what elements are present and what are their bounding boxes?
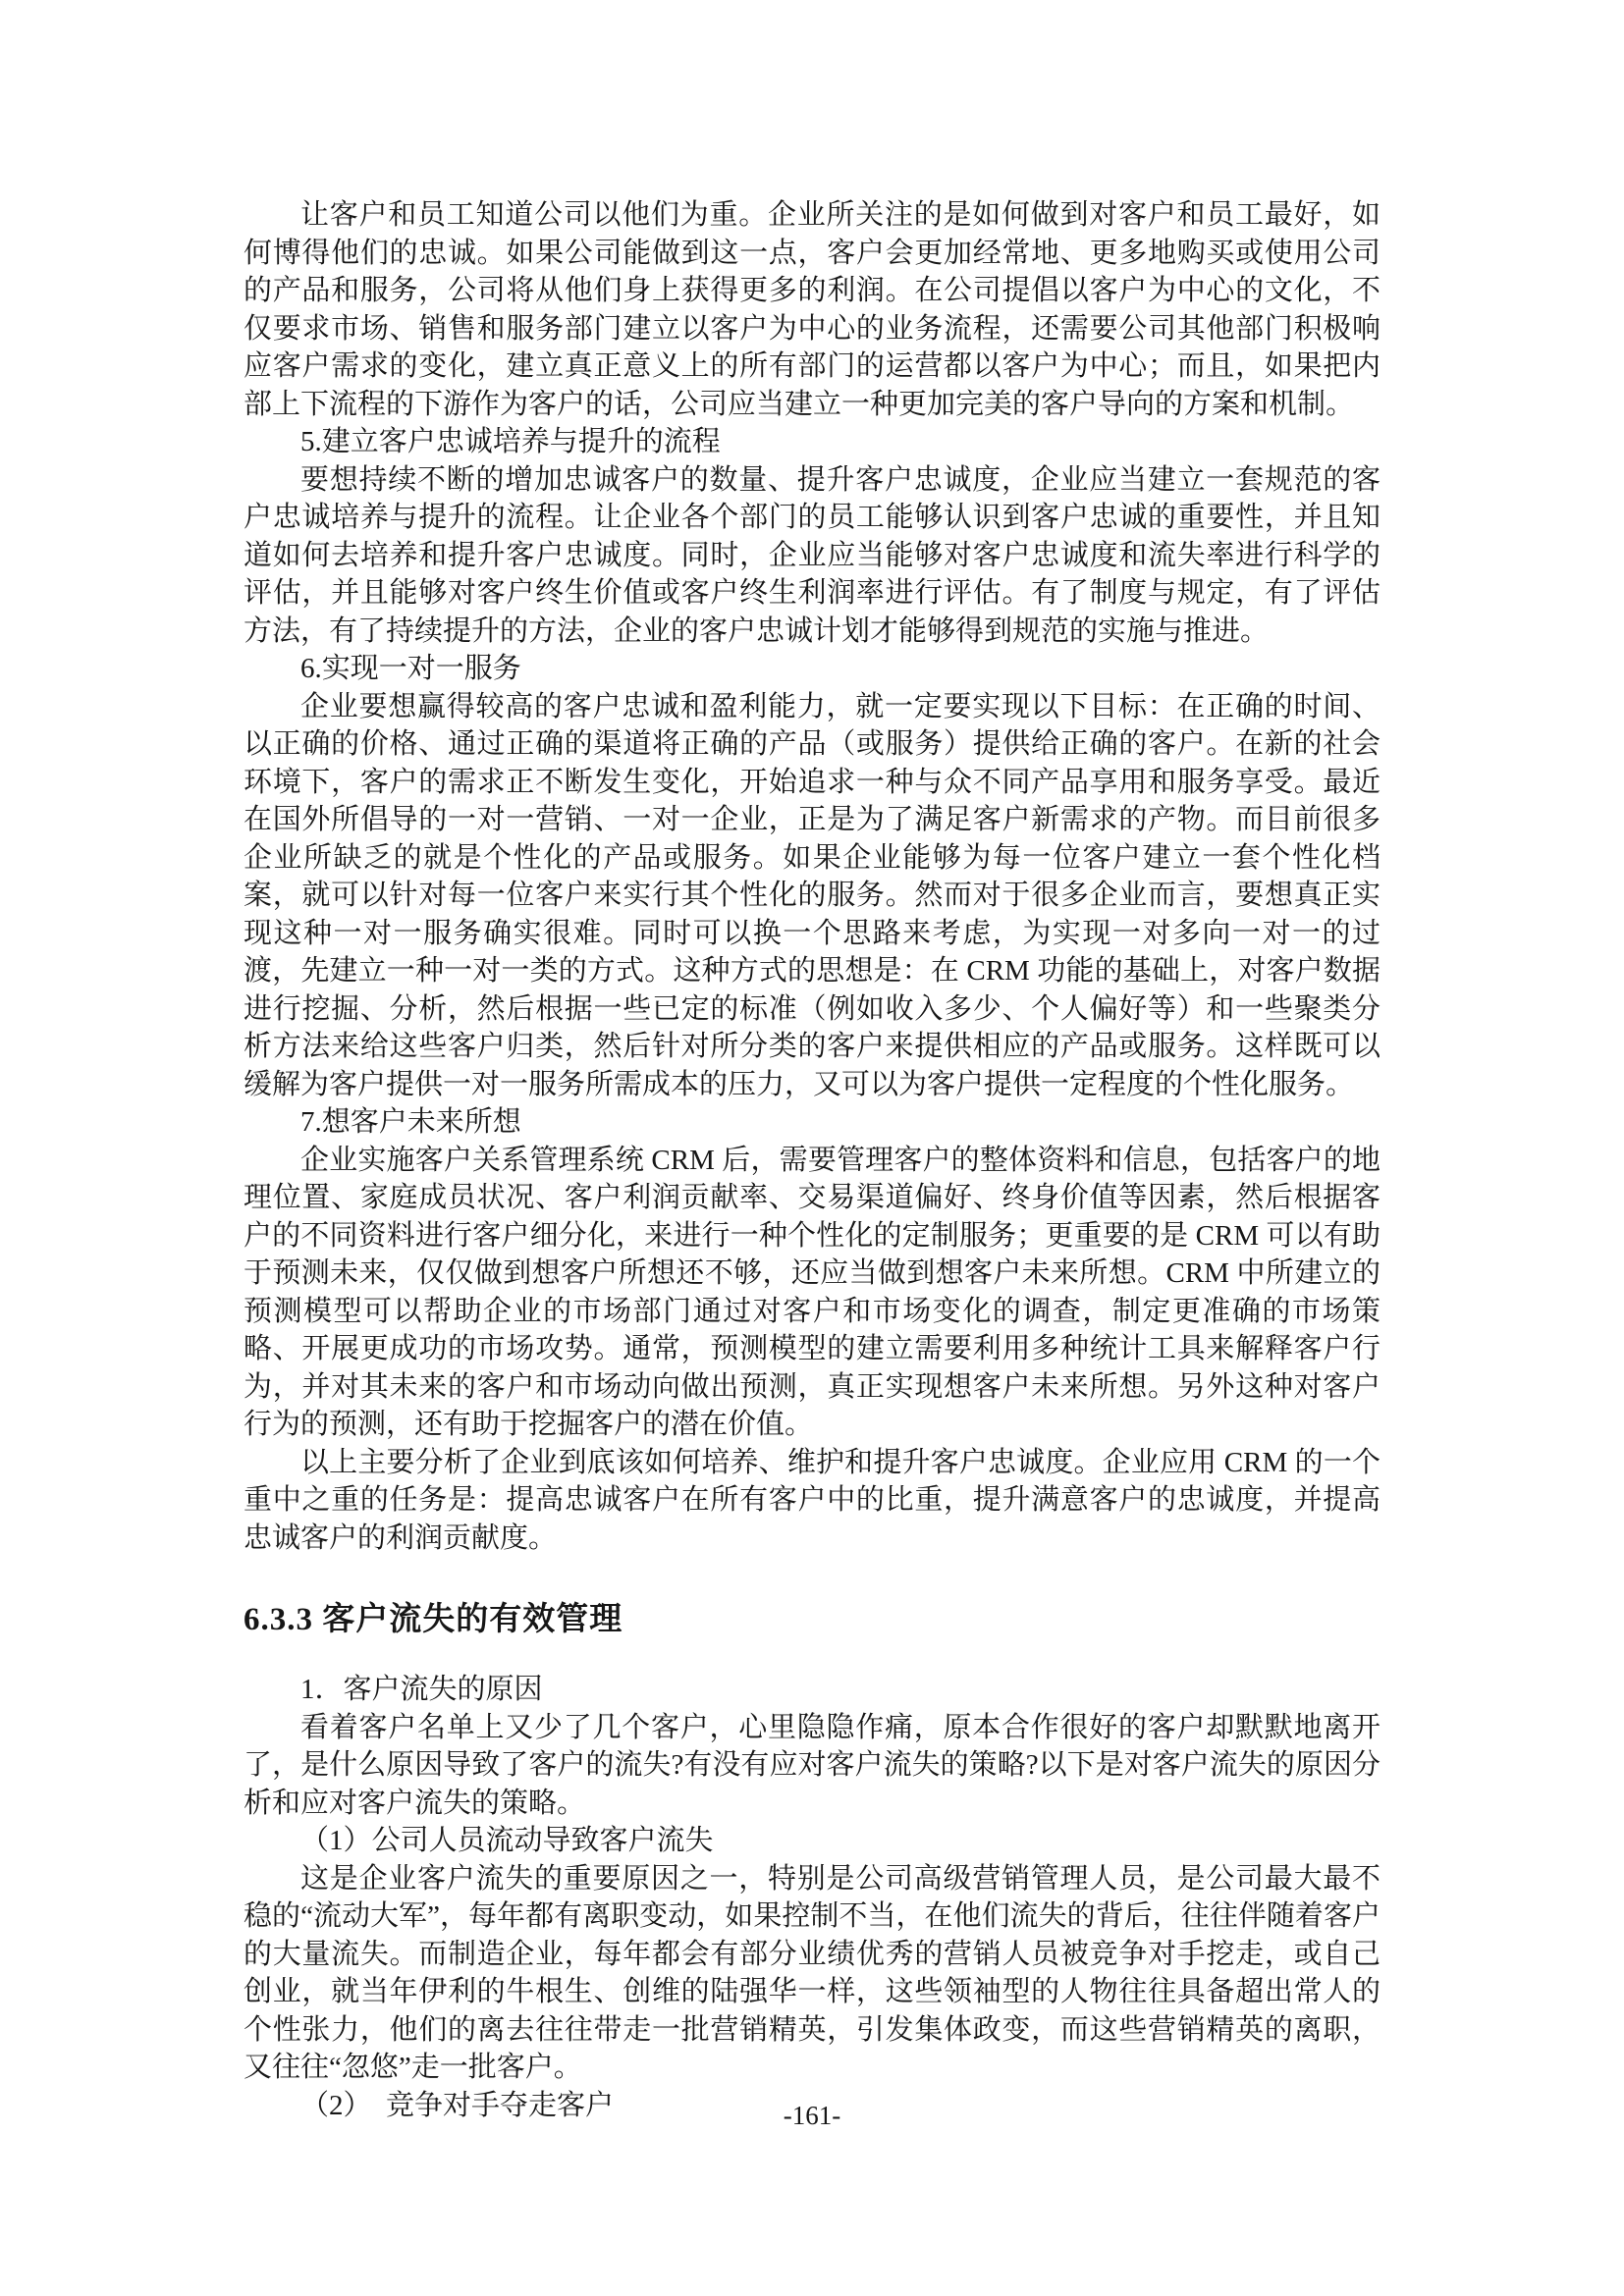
numbered-subheading-5: 5.建立客户忠诚培养与提升的流程 bbox=[300, 426, 721, 457]
body-paragraph: 看着客户名单上又少了几个客户，心里隐隐作痛，原本合作很好的客户却默默地离开了，是什么原因导致了客户的流失?有没有应对客户流失的策略?以下是对客户流失的原因分析和应对客户流失的策略。 bbox=[244, 1711, 1380, 1819]
list-item-heading-1: （1）公司人员流动导致客户流失 bbox=[300, 1825, 714, 1856]
numbered-subheading-6: 6.实现一对一服务 bbox=[300, 653, 521, 684]
body-paragraph: 企业实施客户关系管理系统 CRM 后，需要管理客户的整体资料和信息，包括客户的地理位置、家庭成员状况、客户利润贡献率、交易渠道偏好、终身价值等因素，然后根据客户的不同资料进行客户细分化，来进行一种个性化的定制服务；更重要的是 CRM 可以有助于预测未来，仅仅做到想客户所想还不够，还应当做到想客户未来所想。CRM 中所建立的预测模型可以帮助企业的市场部门通过对客户和市场变化的调查，制定更准确的市场策略、开展更成功的市场攻势。通常，预测模型的建立需要利用多种统计工具来解释客户行为，并对其未来的客户和市场动向做出预测，真正实现想客户未来所想。另外这种对客户行为的预测，还有助于挖掘客户的潜在价值。 bbox=[244, 1144, 1380, 1440]
body-paragraph: 以上主要分析了企业到底该如何培养、维护和提升客户忠诚度。企业应用 CRM 的一个重中之重的任务是：提高忠诚客户在所有客户中的比重，提升满意客户的忠诚度，并提高忠诚客户的利润贡献度。 bbox=[244, 1446, 1380, 1554]
numbered-subheading-7: 7.想客户未来所想 bbox=[300, 1106, 521, 1138]
text-column bbox=[244, 196, 1380, 2124]
numbered-subheading-1: 1．客户流失的原因 bbox=[300, 1674, 543, 1705]
page-number: -161- bbox=[783, 2101, 841, 2130]
section-heading-6-3-3: 6.3.3 客户流失的有效管理 bbox=[244, 1602, 623, 1637]
body-paragraph: 要想持续不断的增加忠诚客户的数量、提升客户忠诚度，企业应当建立一套规范的客户忠诚培养与提升的流程。让企业各个部门的员工能够认识到客户忠诚的重要性，并且知道如何去培养和提升客户忠诚度。同时，企业应当能够对客户忠诚度和流失率进行科学的评估，并且能够对客户终生价值或客户终生利润率进行评估。有了制度与规定，有了评估方法，有了持续提升的方法，企业的客户忠诚计划才能够得到规范的实施与推进。 bbox=[244, 463, 1380, 647]
body-paragraph: 企业要想赢得较高的客户忠诚和盈利能力，就一定要实现以下目标：在正确的时间、以正确的价格、通过正确的渠道将正确的产品（或服务）提供给正确的客户。在新的社会环境下，客户的需求正不断发生变化，开始追求一种与众不同产品享用和服务享受。最近在国外所倡导的一对一营销、一对一企业，正是为了满足客户新需求的产物。而目前很多企业所缺乏的就是个性化的产品或服务。如果企业能够为每一位客户建立一套个性化档案，就可以针对每一位客户来实行其个性化的服务。然而对于很多企业而言，要想真正实现这种一对一服务确实很难。同时可以换一个思路来考虑，为实现一对多向一对一的过渡，先建立一种一对一类的方式。这种方式的思想是：在 CRM 功能的基础上，对客户数据进行挖掘、分析，然后根据一些已定的标准（例如收入多少、个人偏好等）和一些聚类分析方法来给这些客户归类，然后针对所分类的客户来提供相应的产品或服务。这样既可以缓解为客户提供一对一服务所需成本的压力，又可以为客户提供一定程度的个性化服务。 bbox=[244, 690, 1380, 1100]
list-item-heading-2: （2） 竞争对手夺走客户 bbox=[300, 2089, 615, 2121]
body-paragraph: 这是企业客户流失的重要原因之一，特别是公司高级营销管理人员，是公司最大最不稳的“流动大军”，每年都有离职变动，如果控制不当，在他们流失的背后，往往伴随着客户的大量流失。而制造企业，每年都会有部分业绩优秀的营销人员被竞争对手挖走，或自己创业，就当年伊利的牛根生、创维的陆强华一样，这些领袖型的人物往往具备超出常人的个性张力，他们的离去往往带走一批营销精英，引发集体政变，而这些营销精英的离职，又往往“忽悠”走一批客户。 bbox=[244, 1862, 1380, 2083]
body-paragraph: 让客户和员工知道公司以他们为重。企业所关注的是如何做到对客户和员工最好，如何博得他们的忠诚。如果公司能做到这一点，客户会更加经常地、更多地购买或使用公司的产品和服务，公司将从他们身上获得更多的利润。在公司提倡以客户为中心的文化，不仅要求市场、销售和服务部门建立以客户为中心的业务流程，还需要公司其他部门积极响应客户需求的变化，建立真正意义上的所有部门的运营都以客户为中心；而且，如果把内部上下流程的下游作为客户的话，公司应当建立一种更加完美的客户导向的方案和机制。 bbox=[244, 199, 1380, 420]
